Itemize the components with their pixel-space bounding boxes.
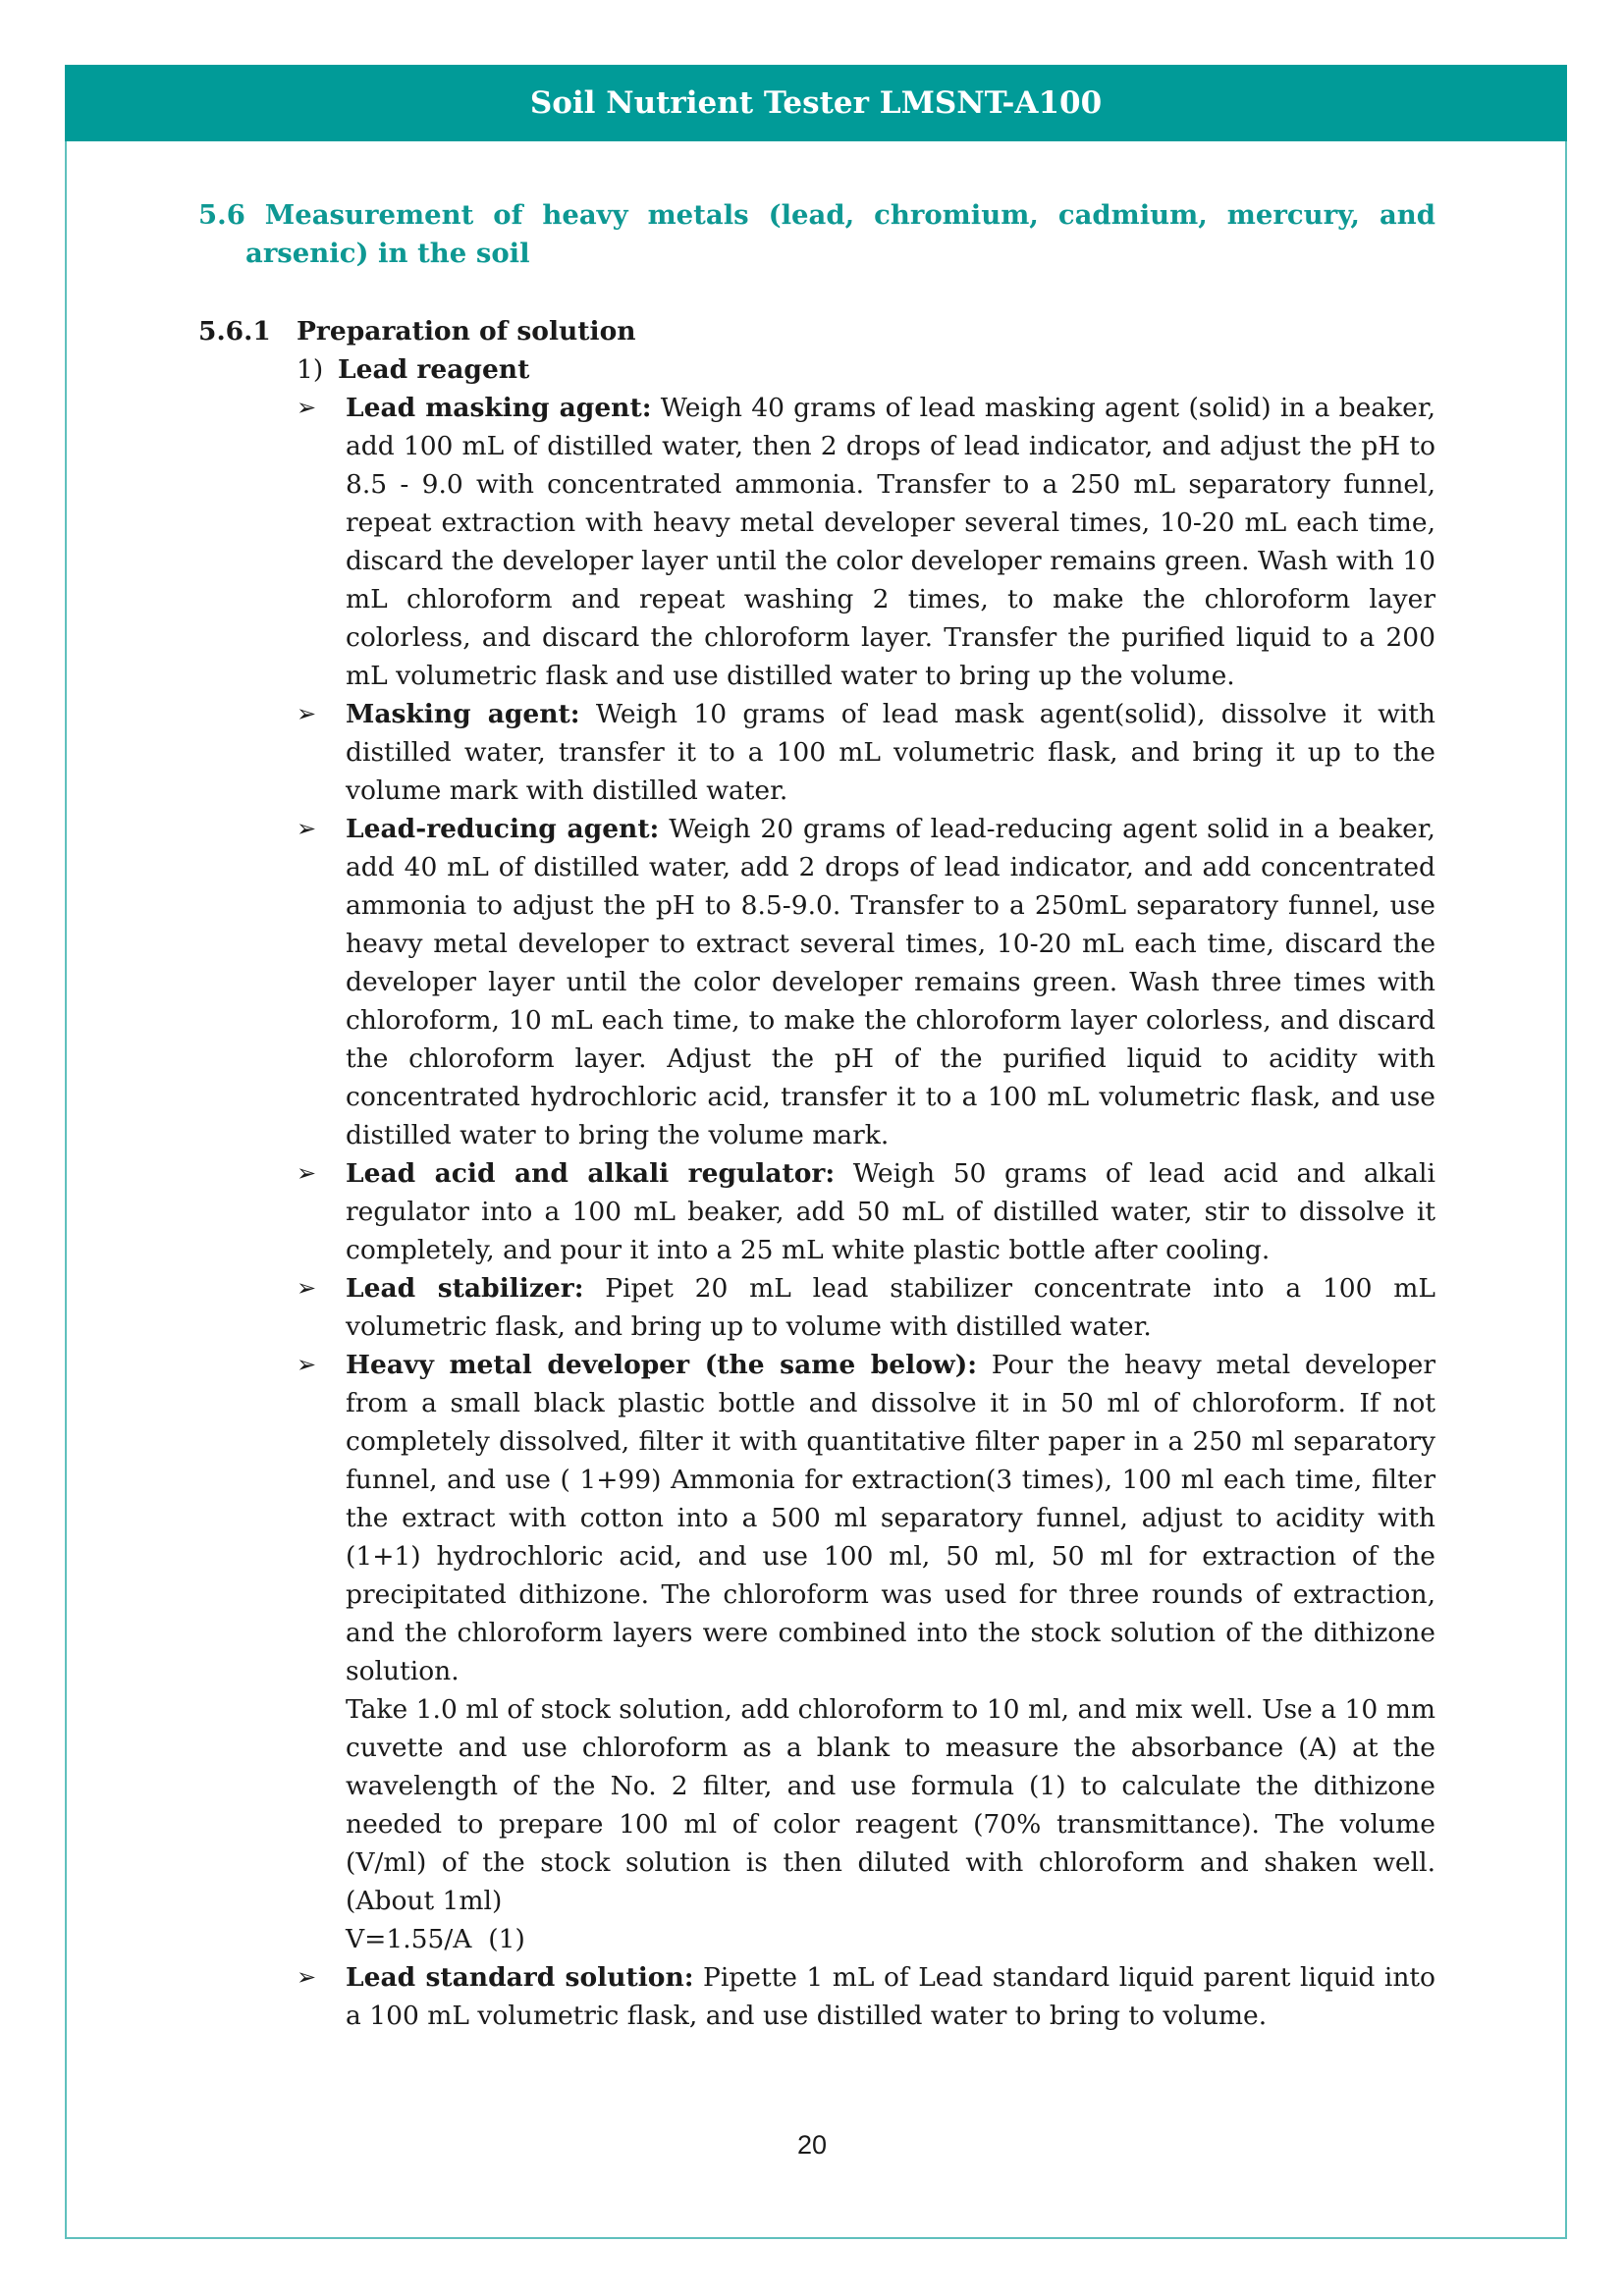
page-number: 20	[796, 2130, 828, 2160]
item-label: Lead-reducing agent:	[346, 814, 660, 844]
section-heading-continued: arsenic) in the soil	[245, 238, 530, 269]
formula: V=1.55/A (1)	[346, 1924, 525, 1954]
list-item-text	[346, 1346, 1435, 1690]
list-item	[297, 1958, 1435, 2035]
item-label: Masking agent:	[346, 699, 580, 729]
list-number: 1)	[297, 354, 324, 385]
header-bar	[65, 65, 1567, 141]
list-heading	[297, 350, 1435, 389]
item-body: Weigh 40 grams of lead masking agent (solid) in a beaker, add 100 mL of distilled water, then 2 drops of lead indicator, and adjust the pH to 8.5 - 9.0 with concentrated ammonia. Transfer to a 250 mL separatory funnel, repeat extraction with heavy metal developer several times, 10-20 mL each time, discard the developer layer until the color developer remains green. Wash with 10 mL chloroform and repeat washing 2 times, to make the chloroform layer colorless, and discard the chloroform layer. Transfer the purified liquid to a 200 mL volumetric flask and use distilled water to bring up the volume.	[346, 393, 1435, 691]
item-label: Lead standard solution:	[346, 1962, 694, 1993]
list-item-text	[346, 1269, 1435, 1346]
list-item	[297, 389, 1435, 695]
list-item	[297, 1269, 1435, 1346]
arrow-bullet-icon: ➢	[297, 394, 317, 421]
item-body: Pipette 1 mL of Lead standard liquid parent liquid into a 100 mL volumetric flask, and use distilled water to bring to volume.	[346, 1962, 1435, 2031]
list-item-text	[346, 810, 1435, 1154]
list-item	[297, 1346, 1435, 1690]
list-label: Lead reagent	[338, 354, 530, 385]
item-label: Lead acid and alkali regulator:	[346, 1158, 836, 1189]
subsection-title: Preparation of solution	[297, 316, 636, 347]
subsection-heading	[198, 312, 1435, 350]
list-item-text	[346, 389, 1435, 695]
arrow-bullet-icon: ➢	[297, 1351, 317, 1378]
section-heading: 5.6 Measurement of heavy metals (lead, chromium, cadmium, mercury, and	[198, 199, 1435, 231]
item-body: Pour the heavy metal developer from a small black plastic bottle and dissolve it in 50 ml of chloroform. If not completely dissolved, filter it with quantitative filter paper in a 250 ml separatory funnel, and use ( 1+99) Ammonia for extraction(3 times), 100 ml each time, filter the extract with cotton into a 500 ml separatory funnel, adjust to acidity with (1+1) hydrochloric acid, and use 100 ml, 50 ml, 50 ml for extraction of the precipitated dithizone. The chloroform was used for three rounds of extraction, and the chloroform layers were combined into the stock solution of the dithizone solution.	[346, 1350, 1435, 1686]
item-body: Weigh 10 grams of lead mask agent(solid), dissolve it with distilled water, transfer it to a 100 mL volumetric flask, and bring it up to the volume mark with distilled water.	[346, 699, 1435, 806]
list-item-text	[346, 1958, 1435, 2035]
item-label: Heavy metal developer (the same below):	[346, 1350, 978, 1380]
list-item	[297, 1154, 1435, 1269]
list-item-text	[346, 1154, 1435, 1269]
item-body: Weigh 50 grams of lead acid and alkali regulator into a 100 mL beaker, add 50 mL of distilled water, stir to dissolve it completely, and pour it into a 25 mL white plastic bottle after cooling.	[346, 1158, 1435, 1265]
arrow-bullet-icon: ➢	[297, 1274, 317, 1302]
item-label: Lead masking agent:	[346, 393, 652, 423]
page-content	[198, 196, 1435, 2035]
list-item	[297, 695, 1435, 810]
document-title: Soil Nutrient Tester LMSNT-A100	[529, 85, 1103, 121]
arrow-bullet-icon: ➢	[297, 700, 317, 727]
arrow-bullet-icon: ➢	[297, 1963, 317, 1991]
item-body: Weigh 20 grams of lead-reducing agent solid in a beaker, add 40 mL of distilled water, add 2 drops of lead indicator, and add concentrated ammonia to adjust the pH to 8.5-9.0. Transfer to a 250mL separatory funnel, use heavy metal developer to extract several times, 10-20 mL each time, discard the developer layer until the color developer remains green. Wash three times with chloroform, 10 mL each time, to make the chloroform layer colorless, and discard the chloroform layer. Adjust the pH of the purified liquid to acidity with concentrated hydrochloric acid, transfer it to a 100 mL volumetric flask, and use distilled water to bring the volume mark.	[346, 814, 1435, 1150]
item-label: Lead stabilizer:	[346, 1273, 584, 1304]
subsection-number: 5.6.1	[198, 316, 271, 347]
arrow-bullet-icon: ➢	[297, 1159, 317, 1187]
developer-paragraph: Take 1.0 ml of stock solution, add chloroform to 10 ml, and mix well. Use a 10 mm cuvette and use chloroform as a blank to measure the absorbance (A) at the wavelength of the No. 2 filter, and use formula (1) to calculate the dithizone needed to prepare 100 ml of color reagent (70% transmittance). The volume (V/ml) of the stock solution is then diluted with chloroform and shaken well. (About 1ml)	[346, 1694, 1435, 1916]
item-body: Pipet 20 mL lead stabilizer concentrate into a 100 mL volumetric flask, and bring up to volume with distilled water.	[346, 1273, 1436, 1342]
arrow-bullet-icon: ➢	[297, 815, 317, 842]
list-item-text	[346, 695, 1435, 810]
list-item	[297, 810, 1435, 1154]
